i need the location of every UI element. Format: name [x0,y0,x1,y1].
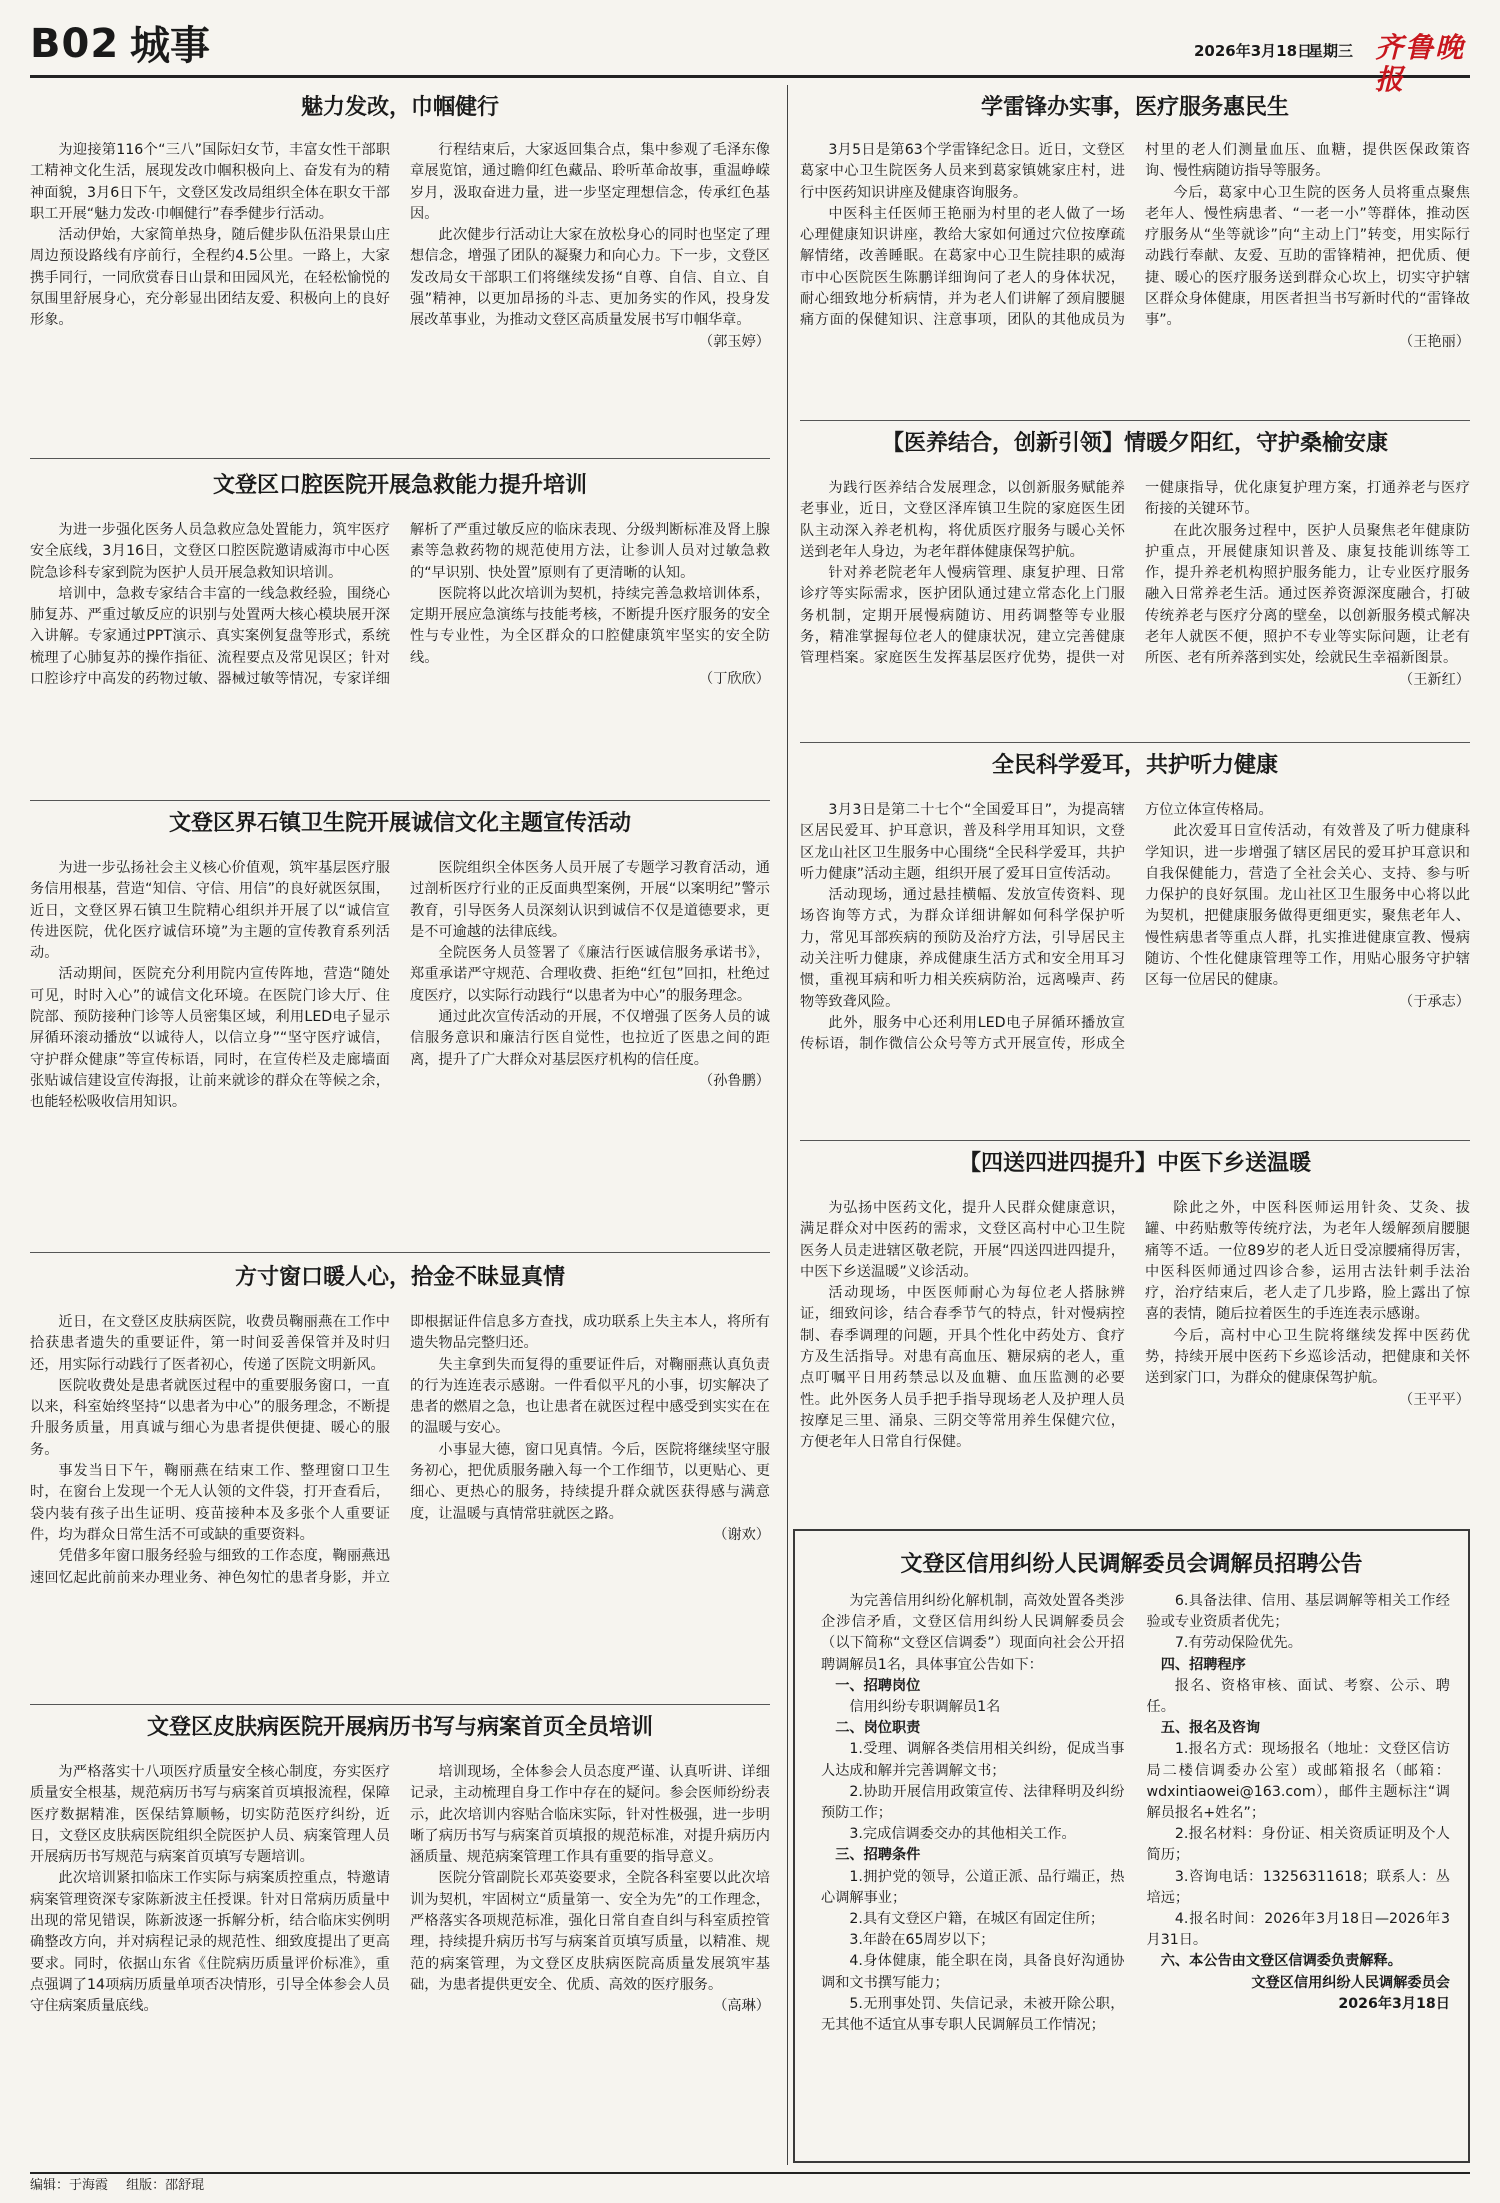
notice-heading: 六、本公告由文登区信调委负责解释。 [1160,1953,1402,1970]
notice-paragraph: 3.完成信调委交办的其他相关工作。 [849,1826,1076,1843]
newspaper-logo: 齐鲁晚报 [1375,31,1466,96]
article-body [800,800,1470,1138]
divider [30,1252,770,1253]
page-footer [30,2172,1470,2203]
notice-paragraph: 4.报名时间：2026年3月18日—2026年3月31日。 [1146,1911,1450,1949]
article-paragraph: 医院组织全体医务人员开展了专题学习教育活动，通过剖析医疗行业的正反面典型案例，开展“以案明纪”警示教育，引导医务人员深刻认识到诚信不仅是道德要求，更是不可逾越的法律底线。 [410,860,770,940]
issue-date: 2026年3月18日 [1194,42,1313,60]
article-dental-training [30,470,770,790]
notice-paragraph: 2.具有文登区户籍，在城区有固定住所； [849,1911,1105,1928]
article-paragraph: 中医科主任医师王艳丽为村里的老人做了一场心理健康知识讲座，教给大家如何通过穴位按摩疏解情绪，改善睡眠。在葛家中心卫生院挂职的威海市中心医院医生陈鹏详细询问了老人的身体状况，耐心细致地分析病情，并为老人们讲解了颈肩腰腿痛方面的保健知识、注意事项，团队的其他成员为村里的老人们测量血压、血糖，提供医保政策咨询、慢性病随访指导等服务。 [800,142,1470,329]
article-paragraph: 为进一步弘扬社会主义核心价值观，筑牢基层医疗服务信用根基，营造“知信、守信、用信”的良好就医氛围，近日，文登区界石镇卫生院精心组织并开展了以“诚信宣传进医院，优化医疗诚信环境”为主题的宣传教育系列活动。 [30,860,390,962]
article-paragraph: 为严格落实十八项医疗质量安全核心制度，夯实医疗质量安全根基，规范病历书写与病案首页填报流程，保障医疗数据精准，医保结算顺畅，切实防范医疗纠纷，近日，文登区皮肤病医院组织全院医护人员、病案管理人员开展病历书写规范与病案首页填写专题培训。 [30,1764,390,1866]
article-author: （于承志） [1399,993,1470,1010]
article-title: 文登区皮肤病医院开展病历书写与病案首页全员培训 [146,1714,653,1740]
notice-body [821,1591,1450,2149]
article-title: 文登区口腔医院开展急救能力提升培训 [212,472,587,498]
editor-credit: 编辑：于海霞 [30,2178,109,2193]
article-paragraph: 此外，服务中心还利用LED电子屏循环播放宣传标语，制作微信公众号等方式开展宣传，形成全方位立体宣传格局。 [800,802,1273,1053]
article-paragraph: 活动现场，中医医师耐心为每位老人搭脉辨证，细致问诊，结合春季节气的特点，针对慢病控制、春季调理的问题，开具个性化中药处方、食疗方及生活指导。对患有高血压、糖尿病的老人，重点叮嘱平日用药禁忌以及血糖、血压监测的必要性。此外医务人员手把手指导现场老人及护理人员按摩足三里、涌泉、三阴交等常用养生保健穴位，方便老年人日常自行保健。 [800,1285,1125,1451]
notice-signature: 文登区信用纠纷人民调解委员会 [1251,1974,1450,1991]
notice-paragraph: 1.受理、调解各类信用相关纠纷，促成当事人达成和解并完善调解文书； [821,1741,1125,1779]
article-paragraph: 活动伊始，大家简单热身，随后健步队伍沿果景山庄周边预设路线有序前行，全程约4.5公里。一路上，大家携手同行，一同欣赏春日山景和田园风光，在轻松愉悦的氛围里舒展身心，充分彰显出团结友爱、积极向上的良好形象。 [30,227,390,329]
article-title: 文登区界石镇卫生院开展诚信文化主题宣传活动 [168,810,631,836]
article-paragraph: 在此次服务过程中，医护人员聚焦老年健康防护重点，开展健康知识普及、康复技能训练等工作，提升养老机构照护服务能力，让专业医疗服务融入日常养老生活。通过医养资源深度融合，打破传统养老与医疗分离的壁垒，以创新服务模式解决老年人就医不便，照护不专业等实际问题，让老有所医、老有所养落到实处，绘就民生幸福新图景。 [1145,522,1470,667]
article-paragraph: 今后，葛家中心卫生院的医务人员将重点聚焦老年人、慢性病患者、“一老一小”等群体，推动医疗服务从“坐等就诊”向“主动上门”转变，用实际行动践行奉献、友爱、互助的雷锋精神，把优质、便捷、暖心的医疗服务送到群众心坎上，切实守护辖区群众身体健康，用医者担当书写新时代的“雷锋故事”。 [1145,184,1470,329]
article-lei-feng-service [800,92,1470,417]
article-paragraph: 针对养老院老年人慢病管理、康复护理、日常诊疗等实际需求，医护团队通过建立常态化上门服务机制，定期开展慢病随访、用药调整等专业服务，精准掌握每位老人的健康状况，建立完善健康管理档案。家庭医生发挥基层医疗优势，提供一对一健康指导，优化康复护理方案，打通养老与医疗衔接的关键环节。 [800,480,1470,667]
divider [800,742,1470,743]
notice-heading: 四、招聘程序 [1160,1656,1246,1673]
article-paragraph: 此次爱耳日宣传活动，有效普及了听力健康科学知识，进一步增强了辖区居民的爱耳护耳意识和自我保健能力，营造了全社会关心、支持、参与听力保护的良好氛围。龙山社区卫生服务中心将以此为契机，把健康服务做得更细更实，聚焦老年人、慢性病患者等重点人群，扎实推进健康宣教、慢病随访、个性化健康管理等工作，用贴心服务守护辖区每一位居民的健康。 [1145,823,1470,989]
article-paragraph: 小事显大德，窗口见真情。今后，医院将继续坚守服务初心，把优质服务融入每一个工作细节，以更贴心、更细心、更热心的服务，持续提升群众就医获得感与满意度，让温暖与真情常驻就医之路。 [410,1441,770,1522]
recruitment-notice [793,1529,1470,2163]
notice-paragraph: 3.咨询电话：13256311618；联系人：丛培远； [1146,1868,1450,1906]
article-body [800,1198,1470,1520]
section-title: 城事 [130,22,210,69]
article-title: 【医养结合，创新引领】情暖夕阳红，守护桑榆安康 [881,430,1388,456]
article-body [30,858,770,1253]
article-elderly-care [800,428,1470,738]
notice-heading: 二、岗位职责 [835,1720,921,1737]
article-paragraph: 通过此次宣传活动的开展，不仅增强了医务人员的诚信服务意识和廉洁行医自觉性，也拉近了医患之间的距离，提升了广大群众对基层医疗机构的信任度。 [410,1009,770,1068]
article-paragraph: 事发当日下午，鞠丽燕在结束工作、整理窗口卫生时，在窗台上发现一个无人认领的文件袋，打开查看后，袋内装有孩子出生证明、疫苗接种本及多张个人重要证件，均为群众日常生活不可或缺的重要资料。 [30,1463,390,1543]
article-body [30,140,770,447]
article-body [30,1312,770,1704]
article-paragraph: 凭借多年窗口服务经验与细致的工作态度，鞠丽燕迅速回忆起此前前来办理业务、神色匆忙的患者身影，并立即根据证件信息多方查找，成功联系上失主本人，将所有遗失物品完整归还。 [30,1314,770,1586]
column-divider [787,85,788,2165]
article-fashion-walk [30,92,770,447]
article-title: 学雷锋办实事，医疗服务惠民生 [980,94,1289,120]
article-body [30,520,770,790]
article-paragraph: 培训中，急救专家结合丰富的一线急救经验，围绕心肺复苏、严重过敏反应的识别与处置两大核心模块展开深入讲解。专家通过PPT演示、真实案例复盘等形式，系统梳理了心肺复苏的操作指征、流程要点及常见误区；针对口腔诊疗中高发的药物过敏、器械过敏等情况，专家详细解析了严重过敏反应的临床表现、分级判断标准及肾上腺素等急救药物的规范使用方法，让参训人员对过敏急救的“早识别、快处置”原则有了更清晰的认知。 [30,522,770,688]
notice-heading: 三、招聘条件 [835,1847,921,1864]
article-author: （孙鲁鹏） [699,1072,770,1089]
article-paragraph: 活动现场，通过悬挂横幅、发放宣传资料、现场咨询等方式，为群众详细讲解如何科学保护听力，常见耳部疾病的预防及治疗方法，引导居民主动关注听力健康，养成健康生活方式和安全用耳习惯，重视耳病和听力相关疾病防治，远离噪声、药物等致聋风险。 [800,887,1125,1010]
article-paragraph: 除此之外，中医科医师运用针灸、艾灸、拔罐、中药贴敷等传统疗法，为老年人缓解颈肩腰腿痛等不适。一位89岁的老人近日受凉腰痛得厉害，中医科医师通过四诊合参，运用古法针刺手法治疗，治疗结束后，老人走了几步路，脸上露出了惊喜的表情，随后拉着医生的手连连表示感谢。 [1145,1200,1470,1323]
article-paragraph: 活动期间，医院充分利用院内宣传阵地，营造“随处可见，时时入心”的诚信文化环境。在医院门诊大厅、住院部、预防接种门诊等人员密集区域，利用LED电子显示屏循环滚动播放“以诚待人，以信立身”“坚守医疗诚信，守护群众健康”等宣传标语，同时，在宣传栏及走廊墙面张贴诚信建设宣传海报，让前来就诊的群众在等候之余，也能轻松吸收信用知识。 [30,966,390,1111]
article-body [800,140,1470,417]
designer-credit: 组版：邵舒琨 [126,2178,205,2193]
divider [30,800,770,801]
article-title: 魅力发改，巾帼健行 [300,94,499,120]
article-author: （丁欣欣） [699,671,770,688]
article-paragraph: 失主拿到失而复得的重要证件后，对鞠丽燕认真负责的行为连连表示感谢。一件看似平凡的小事，切实解决了患者的燃眉之急，也让患者在就医过程中感受到实实在在的温暖与安心。 [410,1356,770,1437]
article-paragraph: 3月3日是第二十七个“全国爱耳日”，为提高辖区居民爱耳、护耳意识，普及科学用耳知识，文登区龙山社区卫生服务中心围绕“全民科学爱耳，共护听力健康”活动主题，组织开展了爱耳日宣传活动。 [800,802,1125,882]
article-paragraph: 为迎接第116个“三八”国际妇女节，丰富女性干部职工精神文化生活，展现发改巾帼积极向上、奋发有为的精神面貌，3月6日下午，文登区发改局组织全体在职女干部职工开展“魅力发改·巾帼健行”春季健步行活动。 [30,142,390,222]
notice-paragraph: 7.有劳动保险优先。 [1174,1635,1302,1652]
article-paragraph: 为践行医养结合发展理念，以创新服务赋能养老事业，近日，文登区泽库镇卫生院的家庭医生团队主动深入养老机构，将优质医疗服务与暖心关怀送到老年人身边，为老年群体健康保驾护航。 [800,480,1125,560]
notice-paragraph: 报名、资格审核、面试、考察、公示、聘任。 [1146,1677,1450,1716]
notice-paragraph: 4.身体健康，能全职在岗，具备良好沟通协调和文书撰写能力； [821,1953,1125,1991]
article-paragraph: 医院分管副院长邓英姿要求，全院各科室要以此次培训为契机，牢固树立“质量第一、安全为先”的工作理念，严格落实各项规范标准，强化日常自查自纠与科室质控管理，持续提升病历书写与病案首页填写质量，以精准、规范的病案管理，为文登区皮肤病医院高质量发展筑牢基础，为患者提供更安全、优质、高效的医疗服务。 [410,1870,770,1993]
notice-paragraph: 5.无刑事处罚、失信记录，未被开除公职，无其他不适宜从事专职人民调解员工作情况； [821,1995,1125,2034]
notice-heading: 五、报名及咨询 [1160,1720,1261,1737]
notice-heading: 一、招聘岗位 [835,1677,921,1694]
article-body [800,478,1470,738]
notice-paragraph: 1.报名方式：现场报名（地址：文登区信访局二楼信调委办公室）或邮箱报名（邮箱：wdxintiaowei@163.com），邮件主题标注“调解员报名+姓名”； [1146,1741,1450,1822]
article-medical-records-training [30,1712,770,2166]
article-tcm-visit [800,1148,1470,1520]
article-author: （王平平） [1399,1391,1470,1408]
article-body [30,1762,770,2166]
divider [800,1140,1470,1141]
notice-title: 文登区信用纠纷人民调解委员会调解员招聘公告 [900,1551,1363,1577]
article-title: 方寸窗口暖人心，拾金不昧显真情 [234,1264,565,1290]
article-title: 全民科学爱耳，共护听力健康 [991,752,1278,778]
notice-paragraph: 3.年龄在65周岁以下； [849,1932,995,1949]
article-integrity-campaign [30,808,770,1253]
issue-weekday: 星期三 [1308,42,1354,60]
page-header [30,18,1470,96]
article-title: 【四送四进四提升】中医下乡送温暖 [958,1150,1311,1176]
article-paragraph: 培训现场，全体参会人员态度严谨、认真听讲、详细记录，主动梳理自身工作中存在的疑问。参会医师纷纷表示，此次培训内容贴合临床实际，针对性极强，进一步明晰了病历书写与病案首页填报的规范标准，对提升病历内涵质量、规范病案管理工作具有重要的指导意义。 [410,1764,770,1866]
article-paragraph: 医院将以此次培训为契机，持续完善急救培训体系，定期开展应急演练与技能考核，不断提升医疗服务的安全性与专业性，为全区群众的口腔健康筑牢坚实的安全防线。 [410,585,770,666]
divider [30,1704,770,1705]
article-paragraph: 为弘扬中医药文化，提升人民群众健康意识，满足群众对中医药的需求，文登区高村中心卫生院医务人员走进辖区敬老院，开展“四送四进四提升，中医下乡送温暖”义诊活动。 [800,1200,1125,1280]
divider [30,458,770,459]
article-author: （王艳丽） [1399,333,1470,350]
article-paragraph: 为进一步强化医务人员急救应急处置能力，筑牢医疗安全底线，3月16日，文登区口腔医院邀请威海市中心医院急诊科专家到院为医护人员开展急救知识培训。 [30,522,390,581]
article-paragraph: 行程结束后，大家返回集合点，集中参观了毛泽东像章展览馆，通过瞻仰红色藏品、聆听革命故事，重温峥嵘岁月，汲取奋进力量，进一步坚定理想信念，传承红色基因。 [410,142,770,222]
article-ear-care-day [800,750,1470,1138]
notice-signature: 2026年3月18日 [1338,1995,1450,2012]
article-paragraph: 医院收费处是患者就医过程中的重要服务窗口，一直以来，科室始终坚持“以患者为中心”的服务理念，不断提升服务质量，用真诚与细心为患者提供便捷、暖心的服务。 [30,1377,390,1458]
page-number: B02 [30,21,120,67]
divider [800,420,1470,421]
article-author: （王新红） [1399,671,1470,688]
article-author: （郭玉婷） [699,333,770,350]
article-paragraph: 此次健步行活动让大家在放松身心的同时也坚定了理想信念，增强了团队的凝聚力和向心力。下一步，文登区发改局女干部职工们将继续发扬“自尊、自信、自立、自强”精神，以更加昂扬的斗志、更加务实的作风，投身发展改革事业，为推动文登区高质量发展书写巾帼华章。 [410,227,770,329]
article-paragraph: 全院医务人员签署了《廉洁行医诚信服务承诺书》，郑重承诺严守规范、合理收费、拒绝“红包”回扣，杜绝过度医疗，以实际行动践行“以患者为中心”的服务理念。 [410,945,770,1004]
article-paragraph: 今后，高村中心卫生院将继续发挥中医药优势，持续开展中医药下乡巡诊活动，把健康和关怀送到家门口，为群众的健康保驾护航。 [1145,1327,1470,1387]
article-paragraph: 此次培训紧扣临床工作实际与病案质控重点，特邀请病案管理资深专家陈新波主任授课。针对日常病历质量中出现的常见错误，陈新波逐一拆解分析，结合临床实例明确整改方向，并对病程记录的规范性、细致度提出了更高要求。同时，依据山东省《住院病历质量评价标准》，重点强调了14项病历质量单项否决情形，引导全体参会人员守住病案质量底线。 [30,1870,390,2015]
notice-paragraph: 2.协助开展信用政策宣传、法律释明及纠纷预防工作； [821,1783,1125,1822]
notice-paragraph: 2.报名材料：身份证、相关资质证明及个人简历； [1146,1826,1450,1864]
article-paragraph: 近日，在文登区皮肤病医院，收费员鞠丽燕在工作中拾获患者遗失的重要证件，第一时间妥善保管并及时归还，用实际行动践行了医者初心，传递了医院文明新风。 [30,1314,390,1373]
notice-paragraph: 6.具备法律、信用、基层调解等相关工作经验或专业资质者优先； [1146,1593,1450,1631]
article-paragraph: 3月5日是第63个学雷锋纪念日。近日，文登区葛家中心卫生院医务人员来到葛家镇姚家庄村，进行中医药知识讲座及健康咨询服务。 [800,142,1125,201]
article-author: （高琳） [713,1998,770,2015]
notice-paragraph: 1.拥护党的领导，公道正派、品行端正，热心调解事业； [821,1868,1125,1906]
newspaper-page [30,0,1470,2203]
article-lost-and-found [30,1262,770,1704]
notice-paragraph: 信用纠纷专职调解员1名 [849,1699,1001,1716]
notice-paragraph: 为完善信用纠纷化解机制，高效处置各类涉企涉信矛盾，文登区信用纠纷人民调解委员会（以下简称“文登区信调委”）现面向社会公开招聘调解员1名，具体事宜公告如下： [821,1593,1125,1673]
article-author: （谢欢） [713,1526,770,1543]
